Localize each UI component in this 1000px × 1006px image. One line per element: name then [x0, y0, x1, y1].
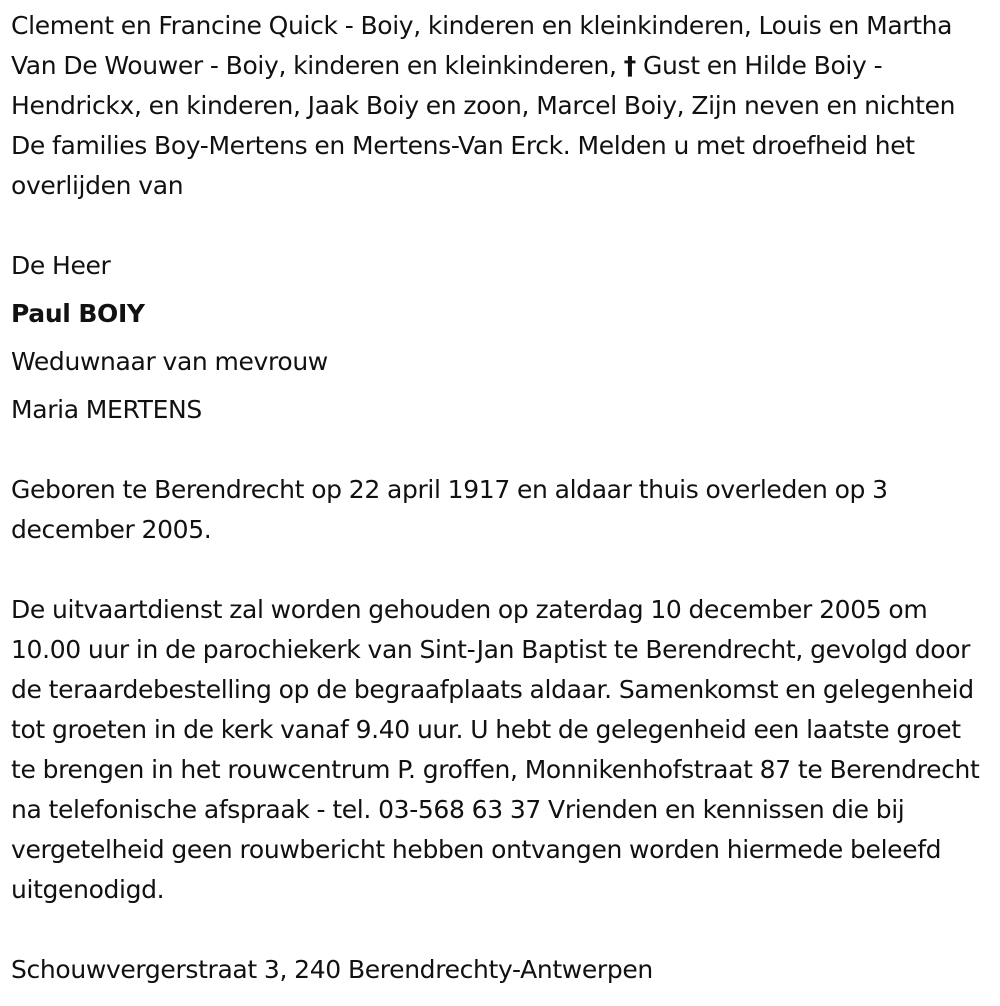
death-notice	[11, 6, 991, 990]
spacer	[11, 430, 991, 470]
family-announcement	[11, 6, 991, 206]
home-address: Schouwvergerstraat 3, 240 Berendrechty-Antwerpen	[11, 955, 653, 984]
birth-death-paragraph: Geboren te Berendrecht op 22 april 1917 en aldaar thuis overleden op 3 december 2005.	[11, 475, 888, 544]
deceased-name: Paul BOIY	[11, 299, 145, 328]
spouse-name: Maria MERTENS	[11, 395, 202, 424]
funeral-paragraph: De uitvaartdienst zal worden gehouden op zaterdag 10 december 2005 om 10.00 uur in de parochiekerk van Sint-Jan Baptist te Berendrecht, gevolgd door de teraardebestelling op de begraafplaats aldaar. Samenkomst en gelegenheid tot groeten in de kerk vanaf 9.40 uur. U hebt de gelegenheid een laatste groet te brengen in het rouwcentrum P. groffen, Monnikenhofstraat 87 te Berendrecht na telefonische afspraak - tel. 03-568 63 37 Vrienden en kennissen die bij vergetelheid geen rouwbericht hebben ontvangen worden hiermede beleefd uitgenodigd.	[11, 595, 980, 904]
family-text-part-2: Gust en Hilde Boiy - Hendrickx, en kinderen, Jaak Boiy en zoon, Marcel Boiy, Zijn neven en nichten De families Boy-Mertens en Mertens-Van Erck. Melden u met droefheid het overlijden van	[11, 51, 956, 200]
cross-icon: †	[623, 51, 636, 80]
spacer	[11, 550, 991, 590]
spacer	[11, 910, 991, 950]
spacer	[11, 206, 991, 246]
relation-text: Weduwnaar van mevrouw	[11, 347, 328, 376]
salutation: De Heer	[11, 251, 111, 280]
family-text-part-1: Clement en Francine Quick - Boiy, kinderen en kleinkinderen, Louis en Martha Van De Wouwer - Boiy, kinderen en kleinkinderen,	[11, 11, 953, 80]
